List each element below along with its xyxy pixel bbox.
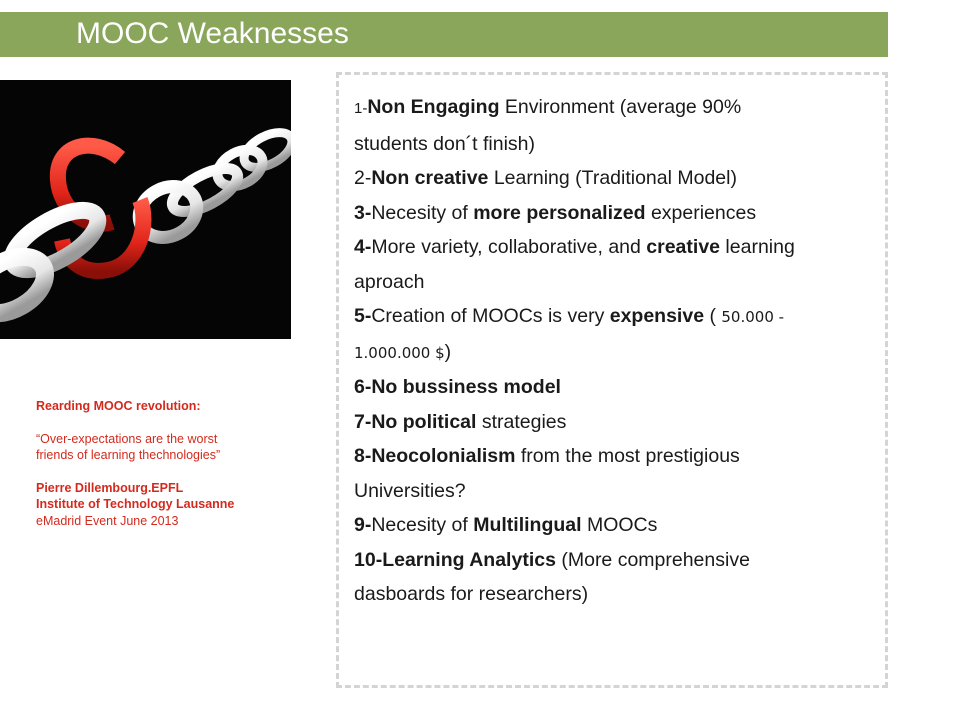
list-item: 2-Non creative Learning (Traditional Model) — [354, 167, 737, 189]
broken-chain-image — [0, 80, 291, 339]
list-item: 6-No bussiness model — [354, 376, 561, 398]
slide-title: MOOC Weaknesses — [76, 17, 349, 50]
list-item: 7-No political strategies — [354, 410, 567, 433]
list-item-continued: Universities? — [354, 479, 466, 502]
title-bar — [0, 12, 888, 57]
list-item: 4-More variety, collaborative, and creative learning — [354, 236, 795, 258]
list-item-continued: 1.000.000 $) — [354, 340, 452, 363]
list-item: 10-Learning Analytics (More comprehensive — [354, 548, 750, 571]
list-item-continued: students don´t finish) — [354, 132, 536, 155]
list-item-continued: dasboards for researchers) — [354, 583, 589, 605]
list-item: 5-Creation of MOOCs is very expensive ( 50.000 - — [354, 305, 785, 327]
quote-event: eMadrid Event June 2013 — [36, 513, 179, 528]
broken-chain-icon — [0, 80, 291, 339]
quote-heading: Rearding MOOC revolution: — [36, 399, 201, 413]
weakness-list — [354, 90, 914, 612]
quote-block — [36, 398, 298, 529]
list-item: 9-Necesity of Multilingual MOOCs — [354, 514, 658, 536]
quote-institution: Institute of Technology Lausanne — [36, 497, 235, 511]
quote-text-line2: friends of learning thechnologies” — [36, 448, 221, 462]
quote-text-line1: “Over-expectations are the worst — [36, 431, 218, 446]
list-item: 3-Necesity of more personalized experiences — [354, 201, 757, 224]
list-item: 8-Neocolonialism from the most prestigious — [354, 445, 740, 467]
list-item: 1-Non Engaging Environment (average 90% — [354, 96, 742, 118]
list-item-continued: aproach — [354, 270, 425, 293]
quote-author: Pierre Dillembourg.EPFL — [36, 480, 184, 495]
